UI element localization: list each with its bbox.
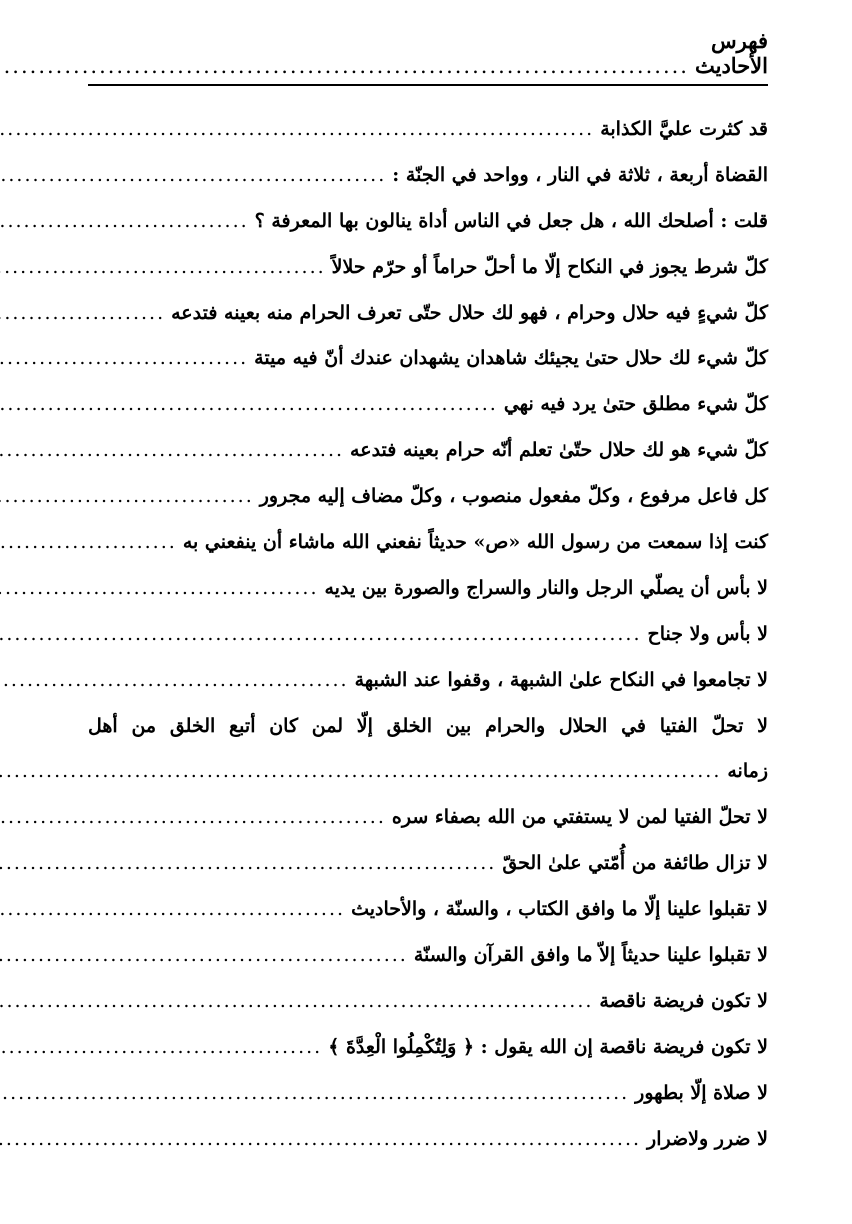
leader-dots <box>0 760 721 782</box>
leader-dots <box>0 393 498 415</box>
entry-text: لا ضرر ولاضرار <box>647 1127 768 1150</box>
header-title: فهرس الأحاديث <box>694 28 768 78</box>
leader-dots <box>0 256 326 278</box>
entry-text: لا تجامعوا في النكاح علىٰ الشبهة ، وقفوا عند الشبهة <box>354 668 768 691</box>
index-entry-first-line <box>88 703 768 749</box>
entry-text: لا بأس ولا جناح <box>647 622 768 645</box>
index-entry <box>88 794 768 840</box>
index-entry <box>88 611 768 657</box>
entry-text: لا تقبلوا علينا إلّا ما وافق الكتاب ، والسنّة ، والأحاديث <box>351 898 768 921</box>
leader-dots <box>0 347 248 369</box>
index-entry <box>88 840 768 886</box>
index-entry <box>88 152 768 198</box>
entry-text: كل فاعل مرفوع ، وكلّ مفعول منصوب ، وكلّ مضاف إليه مجرور <box>259 485 768 508</box>
index-entry <box>88 932 768 978</box>
leader-dots <box>0 531 177 553</box>
header-divider <box>88 84 768 86</box>
entry-text: كلّ شيء مطلق حتىٰ يرد فيه نهي <box>503 393 768 416</box>
entry-text: قلت : أصلحك الله ، هل جعل في الناس أداة ينالون بها المعرفة ؟ <box>254 209 768 232</box>
entry-text: لا بأس أن يصلّي الرجل والنار والسراج والصورة بين يديه <box>324 576 768 599</box>
entry-text: لا صلاة إلّا بطهور <box>635 1081 768 1104</box>
leader-dots <box>0 1036 322 1058</box>
leader-dots <box>0 485 254 507</box>
entry-text: لا تحلّ الفتيا لمن لا يستفتي من الله بصفاء سره <box>391 806 768 829</box>
index-entry <box>88 978 768 1024</box>
entry-text: كلّ شيء هو لك حلال حتّىٰ تعلم أنّه حرام بعينه فتدعه <box>350 439 768 462</box>
index-entry <box>88 886 768 932</box>
leader-dots <box>0 302 165 324</box>
entry-text: كنت إذا سمعت من رسول الله «ص» حديثاً نفعني الله ماشاء أن ينفعني به <box>182 530 768 553</box>
hadith-index-list <box>88 106 768 1161</box>
header-leader-dots <box>0 54 689 78</box>
entry-text: كلّ شيءٍ فيه حلال وحرام ، فهو لك حلال حتّى تعرف الحرام منه بعينه فتدعه <box>171 301 768 324</box>
entry-text: كلّ شيء لك حلال حتىٰ يجيئك شاهدان يشهدان عندك أنّ فيه ميتة <box>254 347 768 370</box>
leader-dots <box>0 623 642 645</box>
entry-text: لا تحلّ الفتيا في الحلال والحرام بين الخلق إلّا لمن كان أتبع الخلق من أهل <box>88 714 768 737</box>
index-entry <box>88 1070 768 1116</box>
entry-text: لا تزال طائفة من أُمّتي علىٰ الحقّ <box>502 852 768 875</box>
entry-text: قد كثرت عليَّ الكذابة <box>600 117 768 140</box>
leader-dots <box>0 164 386 186</box>
leader-dots <box>0 852 496 874</box>
leader-dots <box>0 1082 629 1104</box>
entry-text: زمانه <box>727 760 768 783</box>
index-entry <box>88 427 768 473</box>
leader-dots <box>0 1128 641 1150</box>
leader-dots <box>0 990 593 1012</box>
index-entry <box>88 473 768 519</box>
entry-text: لا تقبلوا علينا حديثاً إلاّ ما وافق القرآن والسنّة <box>413 943 768 966</box>
leader-dots <box>0 210 249 232</box>
leader-dots <box>0 944 408 966</box>
index-entry <box>88 565 768 611</box>
index-entry <box>88 106 768 152</box>
leader-dots <box>0 577 319 599</box>
leader-dots <box>0 439 344 461</box>
index-entry <box>88 1116 768 1162</box>
running-header <box>88 28 768 78</box>
leader-dots <box>0 898 345 920</box>
index-entry <box>88 198 768 244</box>
entry-text: كلّ شرط يجوز في النكاح إلّا ما أحلّ حراماً أو حرّم حلالاً <box>331 255 768 278</box>
index-entry-continuation <box>88 748 768 794</box>
index-entry <box>88 290 768 336</box>
index-entry <box>88 335 768 381</box>
index-entry <box>88 1024 768 1070</box>
index-entry <box>88 381 768 427</box>
leader-dots <box>0 669 349 691</box>
index-entry <box>88 244 768 290</box>
entry-text: القضاة أربعة ، ثلاثة في النار ، وواحد في الجنّة : <box>392 163 768 186</box>
leader-dots <box>0 118 594 140</box>
index-entry <box>88 519 768 565</box>
entry-text: لا تكون فريضة ناقصة إن الله يقول : ﴿ وَلِتُكْمِلُوا الْعِدَّةَ ﴾ <box>328 1035 768 1058</box>
index-entry <box>88 657 768 703</box>
leader-dots <box>0 806 386 828</box>
entry-text: لا تكون فريضة ناقصة <box>599 989 768 1012</box>
